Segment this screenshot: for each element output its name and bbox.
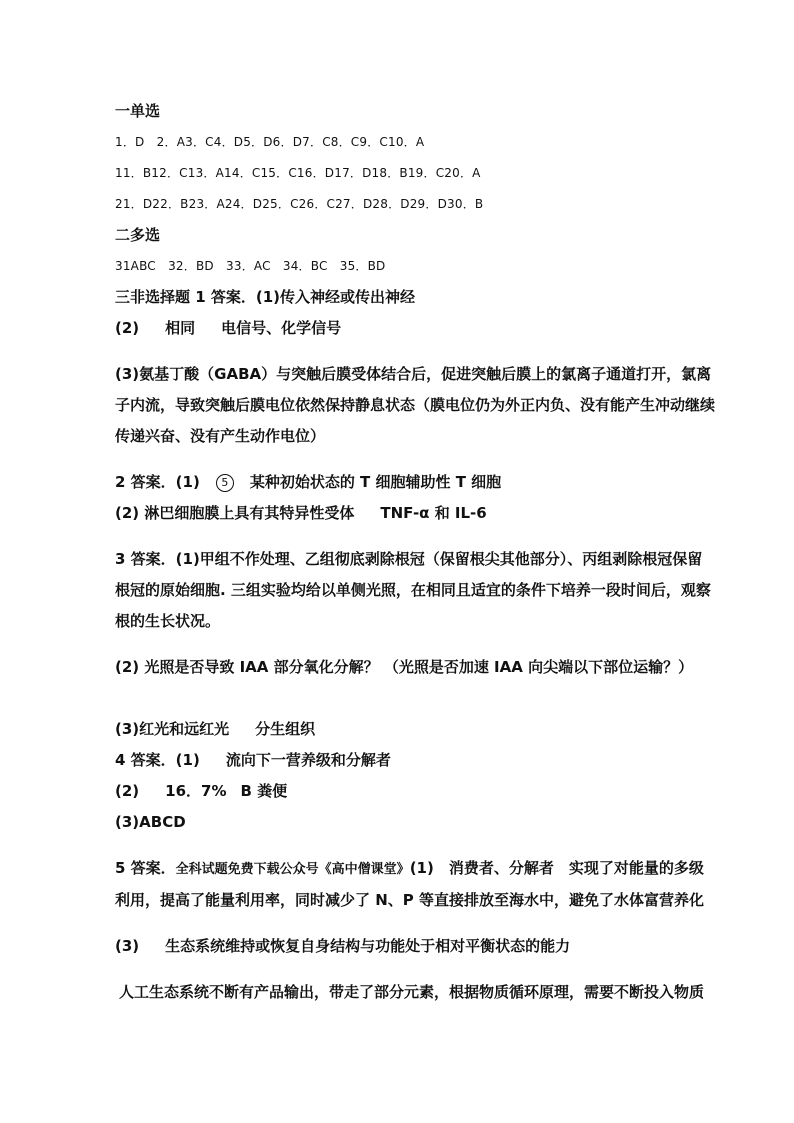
q3-part-3-a: (3)红光和远红光 bbox=[115, 720, 230, 738]
q2-part-1 bbox=[115, 467, 734, 498]
multi-answers-row: 31ABC 32．BD 33．AC 34．BC 35．BD bbox=[115, 259, 386, 273]
q2-part-2 bbox=[115, 498, 734, 529]
q1-part-2-a: 相同 bbox=[165, 319, 196, 337]
q4-part-1-answer: 流向下一营养级和分解者 bbox=[225, 751, 391, 769]
single-answers-row-2: 11．B12．C13．A14．C15．C16．D17．D18．B19．C20．A bbox=[115, 166, 481, 180]
single-choice-heading: 一单选 bbox=[115, 102, 161, 120]
blank-line bbox=[115, 683, 734, 714]
q3-part-1: 3 答案．(1)甲组不作处理、乙组彻底剥除根冠（保留根尖其他部分）、丙组剥除根冠保留根冠的原始细胞. 三组实验均给以单侧光照，在相同且适宜的条件下培养一段时间后，观察根的生长状况。 bbox=[115, 550, 711, 630]
q5-part-3-num: (3) bbox=[115, 937, 140, 955]
q1-part-2 bbox=[115, 313, 734, 344]
q4-part-3: (3)ABCD bbox=[115, 813, 186, 831]
q5-part-3 bbox=[115, 931, 734, 962]
q4-title: 4 答案．(1) bbox=[115, 751, 200, 769]
q4-part-2 bbox=[115, 776, 734, 807]
q1-part-3: (3)氨基丁酸（GABA）与突触后膜受体结合后，促进突触后膜上的氯离子通道打开，氯离子内流，导致突触后膜电位依然保持静息状态（膜电位仍为外正内负、没有能产生冲动继续传递兴奋、没有产生动作电位） bbox=[115, 365, 716, 445]
q1-title: 三非选择题 1 答案．(1)传入神经或传出神经 bbox=[115, 288, 416, 306]
q2-part-2-b: TNF-α 和 IL-6 bbox=[380, 504, 487, 522]
q5-part-3-a: 生态系统维持或恢复自身结构与功能处于相对平衡状态的能力 bbox=[165, 937, 571, 955]
q5-title: 5 答案． bbox=[115, 859, 176, 877]
q4-part-1 bbox=[115, 745, 734, 776]
q1-part-2-num: (2) bbox=[115, 319, 140, 337]
circled-number: 5 bbox=[216, 474, 234, 492]
q4-part-2-a: 16．7% bbox=[165, 782, 227, 800]
q2-part-1-answer: 某种初始状态的 T 细胞辅助性 T 细胞 bbox=[249, 473, 502, 491]
q5-part-1 bbox=[115, 853, 715, 916]
q2-part-2-a: (2) 淋巴细胞膜上具有其特异性受体 bbox=[115, 504, 355, 522]
q5-part-1-answer: (1) 消费者、分解者 实现了对能量的多级利用，提高了能量利用率，同时减少了 N、P 等直接排放至海水中，避免了水体富营养化 bbox=[115, 859, 704, 909]
q4-part-2-num: (2) bbox=[115, 782, 140, 800]
q1-part-2-b: 电信号、化学信号 bbox=[221, 319, 342, 337]
promo-text: 全科试题免费下载公众号《高中僧课堂》 bbox=[175, 862, 410, 877]
q2-title: 2 答案．(1) bbox=[115, 473, 200, 491]
q4-part-2-b: B 粪便 bbox=[240, 782, 288, 800]
multi-choice-heading: 二多选 bbox=[115, 226, 161, 244]
q3-part-3-b: 分生组织 bbox=[255, 720, 316, 738]
single-answers-row-1: 1．D 2．A3．C4．D5．D6．D7．C8．C9．C10．A bbox=[115, 135, 425, 149]
q3-part-2: (2) 光照是否导致 IAA 部分氧化分解？ （光照是否加速 IAA 向尖端以下部位运输？） bbox=[115, 658, 694, 676]
q3-part-3 bbox=[115, 714, 734, 745]
q5-part-3-b: 人工生态系统不断有产品输出，带走了部分元素，根据物质循环原理，需要不断投入物质 bbox=[119, 983, 705, 1001]
single-answers-row-3: 21．D22．B23．A24．D25．C26．C27．D28．D29．D30．B bbox=[115, 197, 484, 211]
